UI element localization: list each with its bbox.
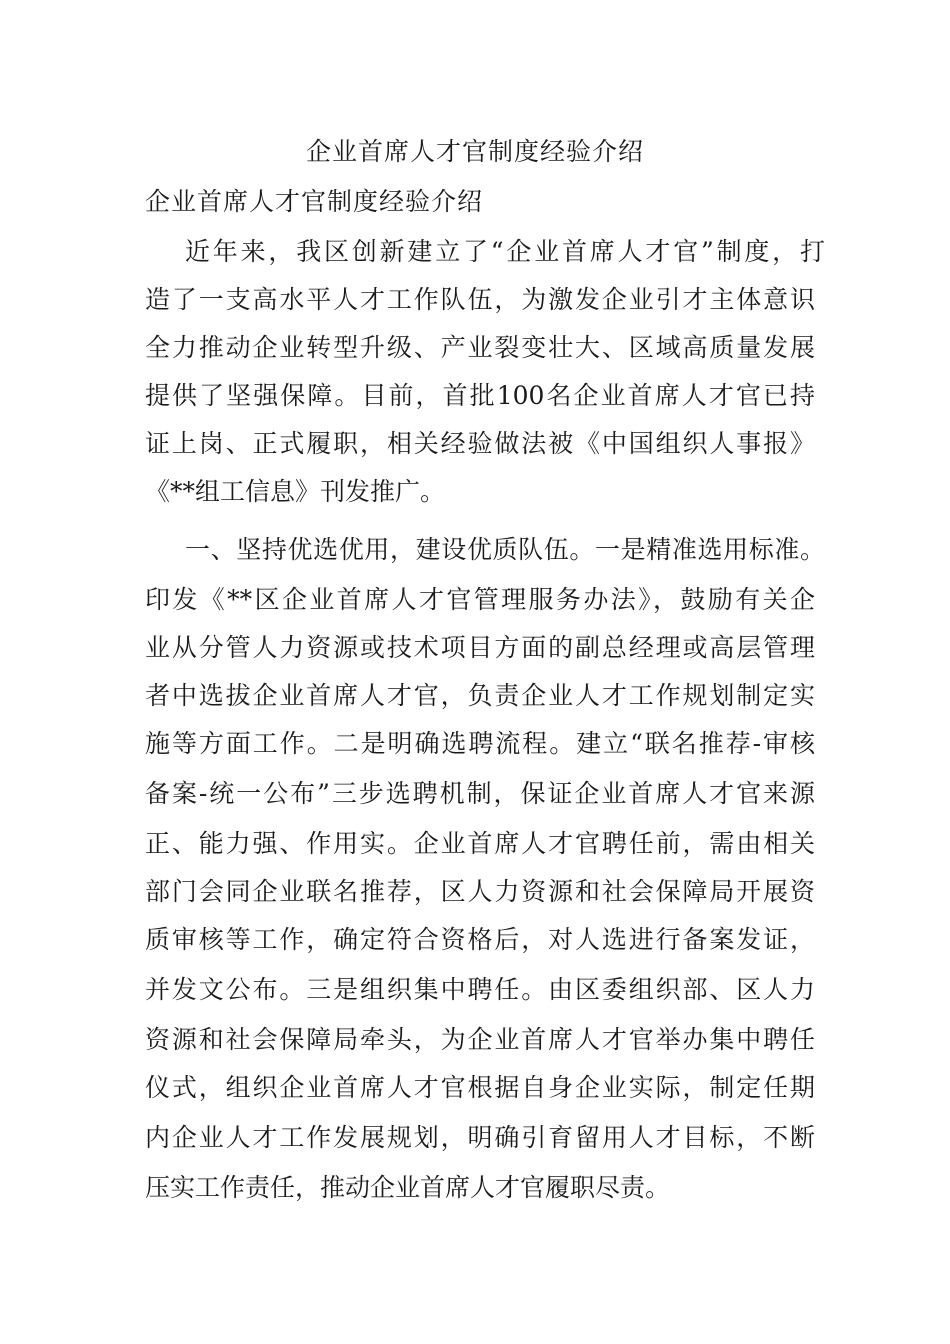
paragraph-1-line-4: 提供了坚强保障。目前，首批100名企业首席人才官已持 — [145, 381, 815, 410]
paragraph-2-line-10: 并发文公布。三是组织集中聘任。由区委组织部、区人力 — [145, 975, 815, 1004]
paragraph-1-line-5: 证上岗、正式履职，相关经验做法被《中国组织人事报》 — [145, 429, 815, 458]
paragraph-2-line-1: 一、坚持优选优用，建设优质队伍。一是精准选用标准。 — [185, 535, 825, 564]
paragraph-2-line-5: 施等方面工作。二是明确选聘流程。建立“联名推荐-审核 — [145, 729, 815, 758]
paragraph-1-line-3: 全力推动企业转型升级、产业裂变壮大、区域高质量发展 — [145, 333, 815, 362]
paragraph-1-line-6: 《**组工信息》刊发推广。 — [145, 477, 446, 506]
paragraph-2-line-7: 正、能力强、作用实。企业首席人才官聘任前，需由相关 — [145, 829, 815, 858]
paragraph-1-line-2: 造了一支高水平人才工作队伍，为激发企业引才主体意识 — [145, 285, 815, 314]
paragraph-2-line-14: 压实工作责任，推动企业首席人才官履职尽责。 — [145, 1173, 671, 1202]
paragraph-2-line-13: 内企业人才工作发展规划，明确引育留用人才目标，不断 — [145, 1123, 815, 1152]
paragraph-2-line-2: 印发《**区企业首席人才官管理服务办法》，鼓励有关企 — [145, 585, 815, 614]
paragraph-2-line-12: 仪式，组织企业首席人才官根据自身企业实际，制定任期 — [145, 1073, 815, 1102]
document-title: 企业首席人才官制度经验介绍 — [305, 137, 644, 166]
paragraph-2-line-4: 者中选拔企业首席人才官，负责企业人才工作规划制定实 — [145, 681, 815, 710]
paragraph-2-line-9: 质审核等工作，确定符合资格后，对人选进行备案发证， — [145, 925, 815, 954]
document-subtitle: 企业首席人才官制度经验介绍 — [145, 187, 484, 216]
paragraph-2-line-3: 业从分管人力资源或技术项目方面的副总经理或高层管理 — [145, 633, 815, 662]
paragraph-2-line-6: 备案-统一公布”三步选聘机制，保证企业首席人才官来源 — [145, 779, 815, 808]
paragraph-1-line-1: 近年来，我区创新建立了“企业首席人才官”制度，打 — [185, 237, 825, 266]
paragraph-2-line-8: 部门会同企业联名推荐，区人力资源和社会保障局开展资 — [145, 877, 815, 906]
paragraph-2-line-11: 资源和社会保障局牵头，为企业首席人才官举办集中聘任 — [145, 1025, 815, 1054]
